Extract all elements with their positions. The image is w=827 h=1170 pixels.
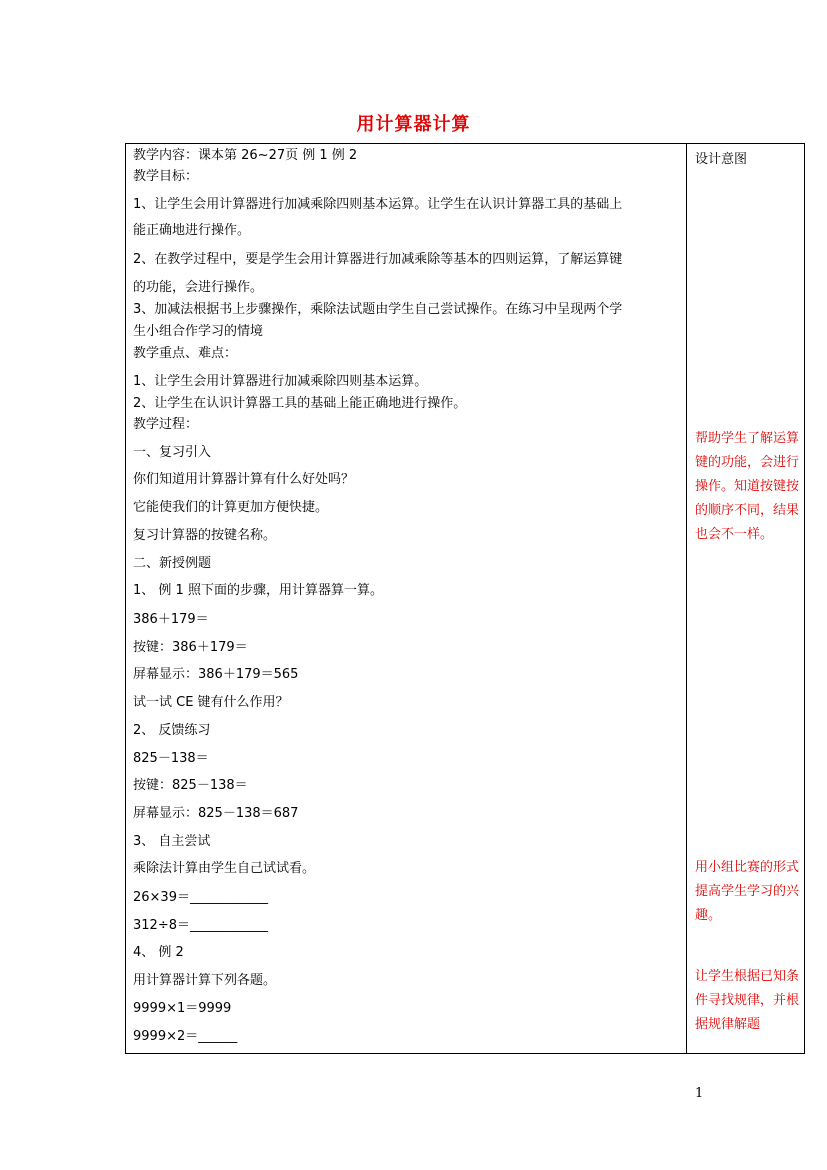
- column-divider: [686, 144, 687, 1053]
- text-line: 的功能，会进行操作。: [133, 280, 264, 295]
- text-line: 按键：825－138＝: [133, 778, 248, 793]
- text-line: 教学内容：课本第 26~27页 例 1 例 2: [133, 148, 358, 163]
- text-line: 乘除法计算由学生自己试试看。: [133, 861, 316, 876]
- page-number: 1: [695, 1086, 704, 1101]
- text-line: 1、让学生会用计算器进行加减乘除四则基本运算。让学生在认识计算器工具的基础上: [133, 197, 623, 212]
- text-line: 它能使我们的计算更加方便快捷。: [133, 500, 329, 515]
- text-line: 825－138＝: [133, 751, 209, 766]
- text-line: 教学目标：: [133, 169, 199, 184]
- design-intent-header: 设计意图: [695, 152, 748, 167]
- text-line: 屏幕显示：386＋179＝565: [133, 667, 299, 682]
- text-line: 26×39＝____________: [133, 890, 268, 905]
- text-line: 1、让学生会用计算器进行加减乘除四则基本运算。: [133, 374, 428, 389]
- text-line: 2、让学生在认识计算器工具的基础上能正确地进行操作。: [133, 396, 467, 411]
- text-line: 用计算器计算下列各题。: [133, 973, 277, 988]
- text-line: 你们知道用计算器计算有什么好处吗？: [133, 472, 355, 487]
- text-line: 试一试 CE 键有什么作用？: [133, 695, 289, 710]
- lesson-table: [125, 143, 805, 1054]
- text-line: 9999×2＝______: [133, 1029, 238, 1044]
- text-line: 2、 反馈练习: [133, 723, 211, 738]
- text-line: 4、 例 2: [133, 945, 184, 960]
- text-line: 2、在教学过程中，要是学生会用计算器进行加减乘除等基本的四则运算，了解运算键: [133, 252, 623, 267]
- text-line: 9999×1＝9999: [133, 1001, 232, 1016]
- text-line: 386＋179＝: [133, 612, 209, 627]
- text-line: 屏幕显示：825－138＝687: [133, 806, 299, 821]
- text-line: 二、新授例题: [133, 556, 212, 571]
- design-note: 用小组比赛的形式提高学生学习的兴趣。: [695, 860, 800, 923]
- text-line: 教学重点、难点：: [133, 346, 238, 361]
- text-line: 312÷8＝____________: [133, 918, 268, 933]
- text-line: 按键：386＋179＝: [133, 640, 248, 655]
- text-line: 3、加减法根据书上步骤操作，乘除法试题由学生自己尝试操作。在练习中呈现两个学: [133, 302, 623, 317]
- text-line: 3、 自主尝试: [133, 834, 211, 849]
- text-line: 一、复习引入: [133, 445, 212, 460]
- page-title: 用计算器计算: [356, 114, 471, 135]
- text-line: 1、 例 1 照下面的步骤，用计算器算一算。: [133, 583, 383, 598]
- text-line: 能正确地进行操作。: [133, 223, 251, 238]
- text-line: 复习计算器的按键名称。: [133, 528, 277, 543]
- design-note: 让学生根据已知条件寻找规律，并根据规律解题: [695, 969, 800, 1032]
- design-note: 帮助学生了解运算键的功能，会进行操作。知道按键按的顺序不同，结果也会不一样。: [695, 431, 800, 542]
- text-line: 教学过程：: [133, 417, 199, 432]
- text-line: 生小组合作学习的情境: [133, 324, 264, 339]
